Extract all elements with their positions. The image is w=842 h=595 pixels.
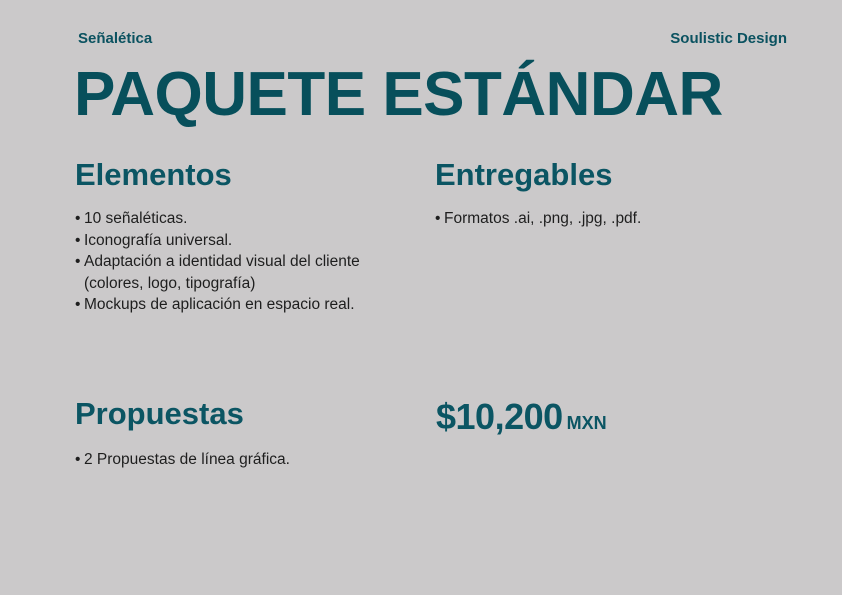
list-item: • 10 señaléticas. bbox=[75, 208, 375, 230]
page-title: PAQUETE ESTÁNDAR bbox=[74, 60, 723, 129]
price-currency: MXN bbox=[566, 413, 607, 433]
entregables-heading: Entregables bbox=[435, 157, 613, 192]
brand-name: Soulistic Design bbox=[670, 30, 787, 47]
entregables-list bbox=[435, 208, 765, 230]
list-item: • Mockups de aplicación en espacio real. bbox=[75, 294, 375, 316]
list-item: • Adaptación a identidad visual del cliente (colores, logo, tipografía) bbox=[75, 251, 375, 294]
list-item: • 2 Propuestas de línea gráfica. bbox=[75, 449, 405, 471]
propuestas-list bbox=[75, 449, 405, 471]
price-amount: $10,200 bbox=[436, 396, 563, 437]
price bbox=[436, 396, 607, 437]
list-item: • Formatos .ai, .png, .jpg, .pdf. bbox=[435, 208, 765, 230]
category-label: Señalética bbox=[78, 30, 153, 47]
elementos-heading: Elementos bbox=[75, 157, 232, 192]
propuestas-heading: Propuestas bbox=[75, 396, 244, 431]
elementos-list bbox=[75, 208, 375, 316]
list-item: • Iconografía universal. bbox=[75, 230, 375, 252]
